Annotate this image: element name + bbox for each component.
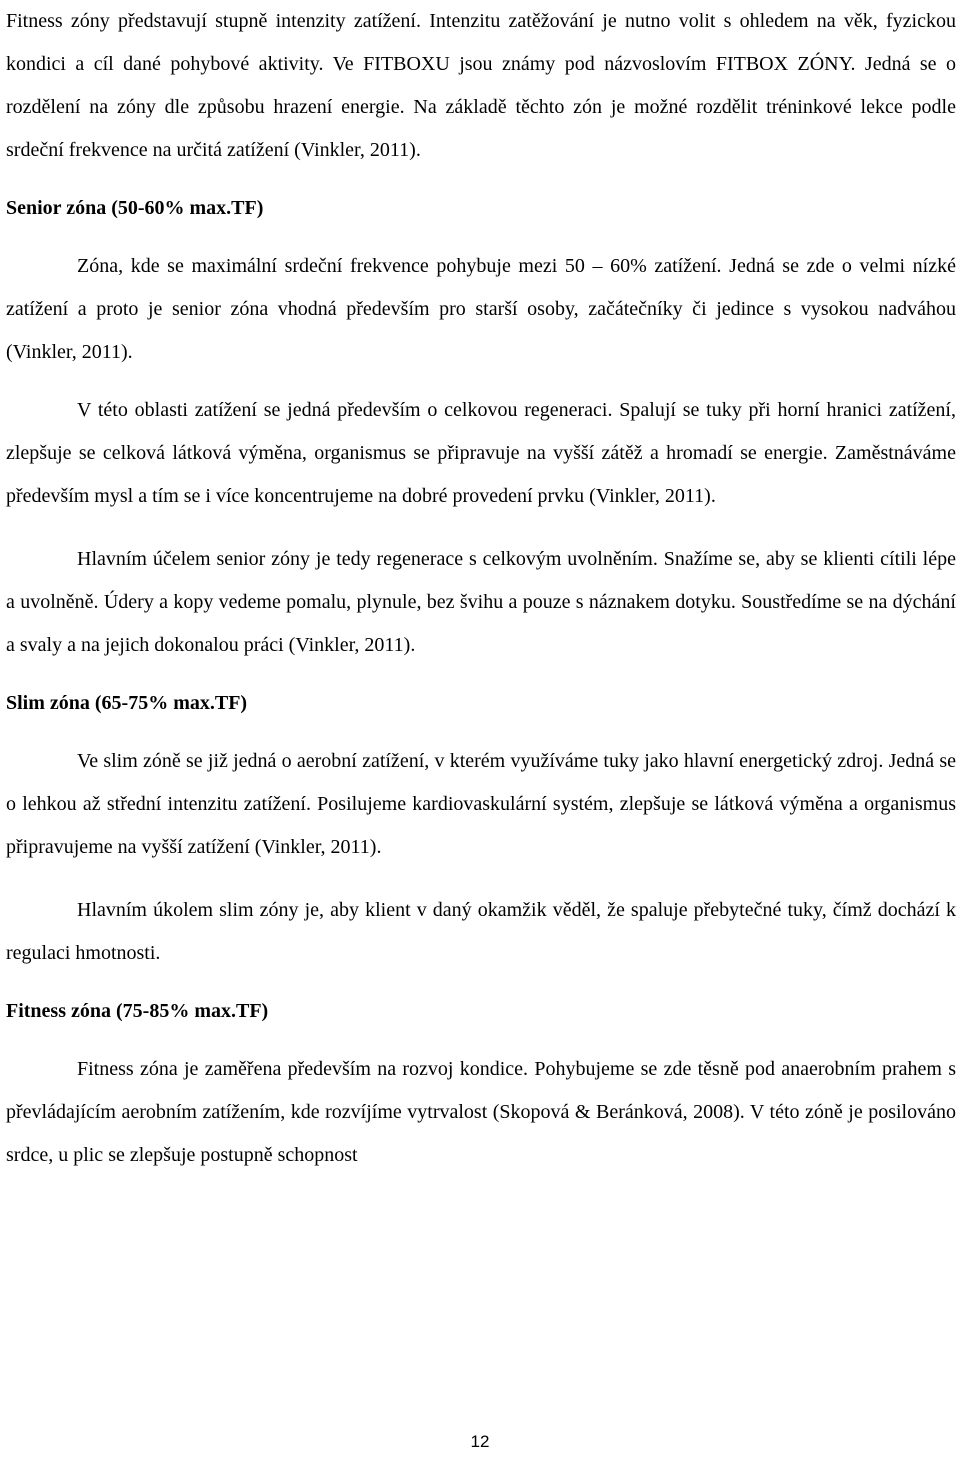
slim-paragraph-1: Ve slim zóně se již jedná o aerobní zatížení, v kterém využíváme tuky jako hlavní energetický zdroj. Jedná se o lehkou až střední intenzitu zatížení. Posilujeme kardiovaskulární systém, zlepšuje se látková výměna a organismus připravujeme na vyšší zatížení (Vinkler, 2011). (6, 750, 956, 858)
section-heading-slim: Slim zóna (65-75% max.TF) (6, 692, 248, 714)
fitness-paragraph-1: Fitness zóna je zaměřena především na rozvoj kondice. Pohybujeme se zde těsně pod anaerobním prahem s převládajícím aerobním zatížením, kde rozvíjíme vytrvalost (Skopová & Beránková, 2008). V této zóně je posilováno srdce, u plic se zlepšuje postupně schopnost (6, 1058, 956, 1166)
intro-paragraph: Fitness zóny představují stupně intenzity zatížení. Intenzitu zatěžování je nutno volit s ohledem na věk, fyzickou kondici a cíl dané pohybové aktivity. Ve FITBOXU jsou známy pod názvoslovím FITBOX ZÓNY. Jedná se o rozdělení na zóny dle způsobu hrazení energie. Na základě těchto zón je možné rozdělit tréninkové lekce podle srdeční frekvence na určitá zatížení (Vinkler, 2011). (6, 10, 956, 161)
senior-paragraph-3: Hlavním účelem senior zóny je tedy regenerace s celkovým uvolněním. Snažíme se, aby se klienti cítili lépe a uvolněně. Údery a kopy vedeme pomalu, plynule, bez švihu a pouze s náznakem dotyku. Soustředíme se na dýchání a svaly a na jejich dokonalou práci (Vinkler, 2011). (6, 548, 956, 656)
senior-paragraph-2: V této oblasti zatížení se jedná především o celkovou regeneraci. Spalují se tuky při horní hranici zatížení, zlepšuje se celková látková výměna, organismus se připravuje na vyšší zátěž a hromadí se energie. Zaměstnáváme především mysl a tím se i více koncentrujeme na dobré provedení prvku (Vinkler, 2011). (6, 399, 956, 507)
page-number: 12 (470, 1432, 490, 1451)
slim-paragraph-2: Hlavním úkolem slim zóny je, aby klient v daný okamžik věděl, že spaluje přebytečné tuky, čímž dochází k regulaci hmotnosti. (6, 899, 956, 964)
document-page (6, 0, 956, 1460)
senior-paragraph-1: Zóna, kde se maximální srdeční frekvence pohybuje mezi 50 – 60% zatížení. Jedná se zde o velmi nízké zatížení a proto je senior zóna vhodná především pro starší osoby, začátečníky či jedince s vysokou nadváhou (Vinkler, 2011). (6, 255, 956, 363)
section-heading-senior: Senior zóna (50-60% max.TF) (6, 197, 264, 219)
section-heading-fitness: Fitness zóna (75-85% max.TF) (6, 1000, 269, 1022)
